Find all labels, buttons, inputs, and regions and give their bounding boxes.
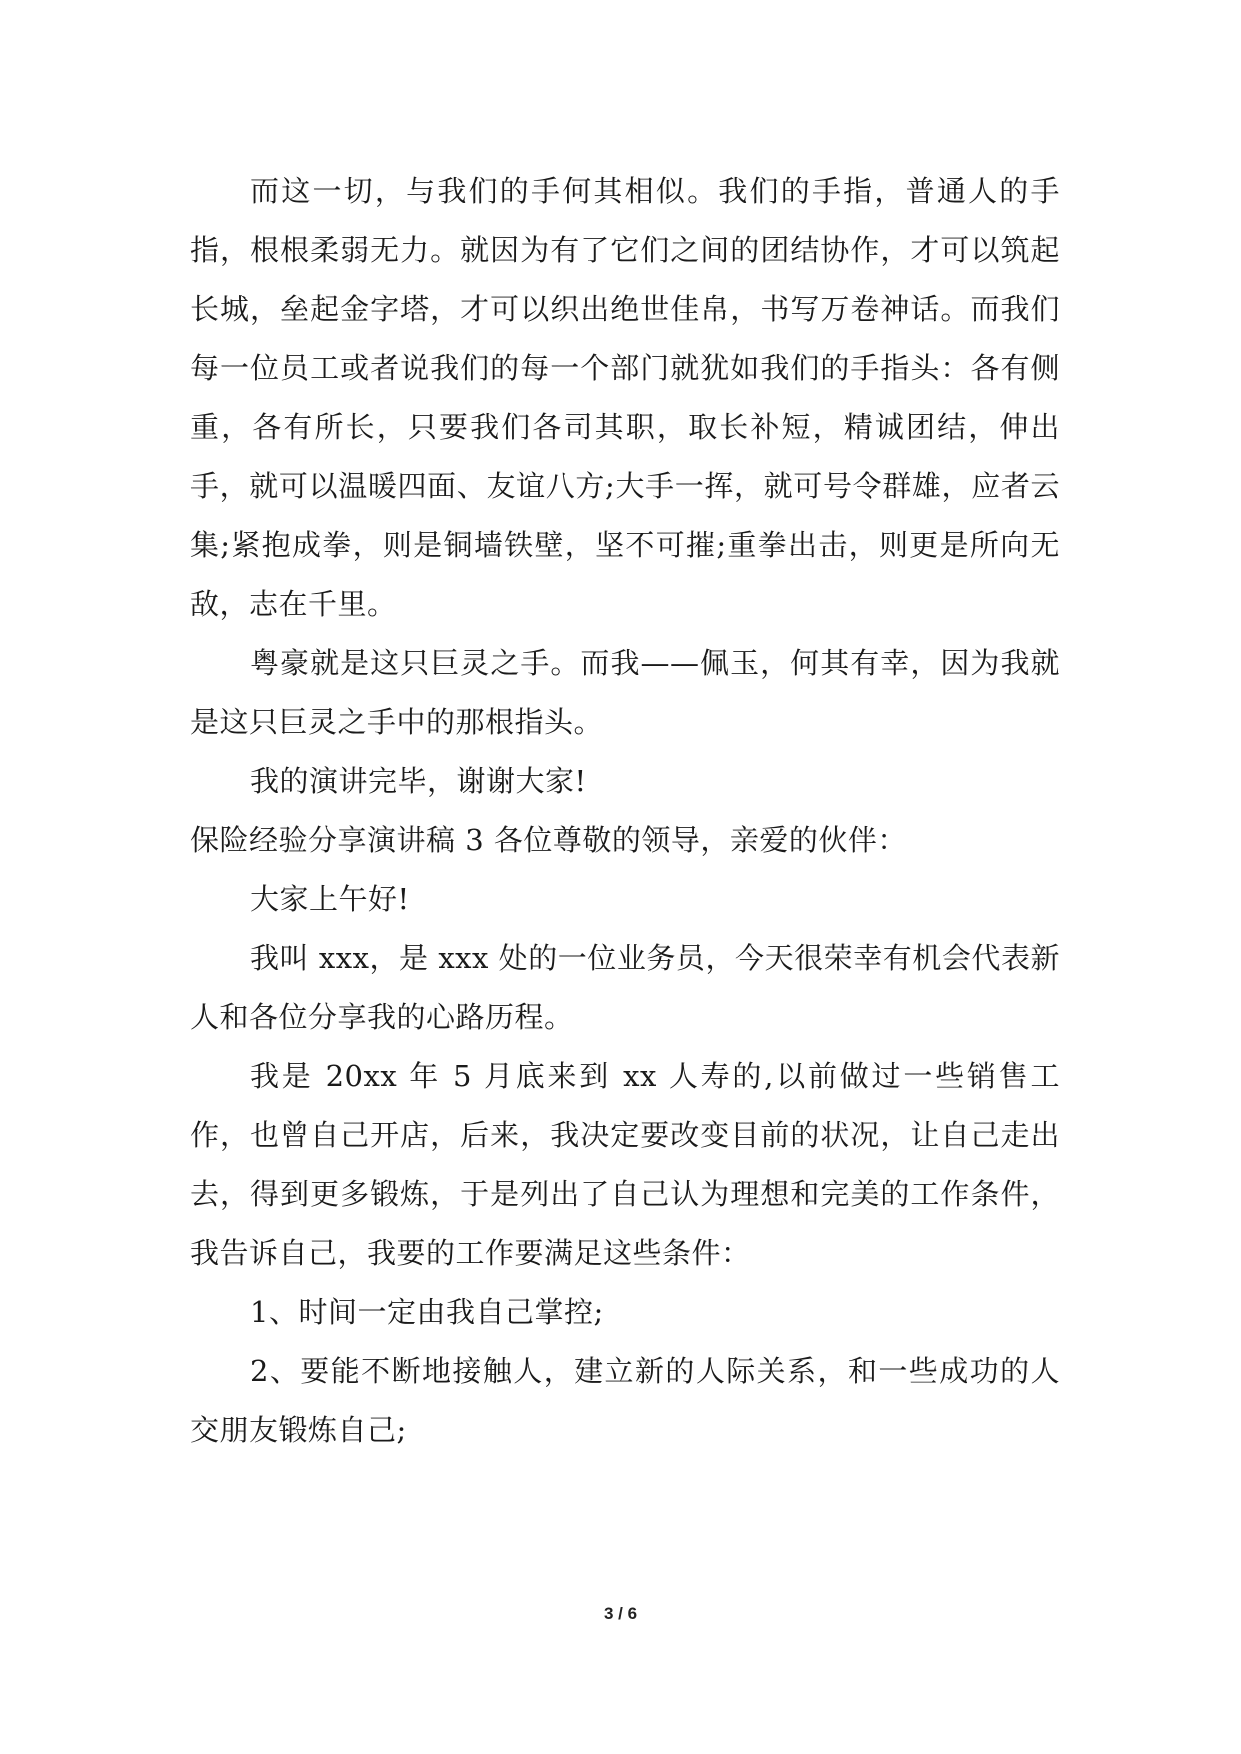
document-body: [190, 162, 1060, 1460]
paragraph-self-intro: 我叫 xxx，是 xxx 处的一位业务员，今天很荣幸有机会代表新人和各位分享我的心路历程。: [190, 941, 1060, 1034]
paragraph-greeting: 大家上午好!: [250, 882, 410, 916]
list-item-condition-1: 1、时间一定由我自己掌控;: [250, 1295, 604, 1329]
paragraph-closing-thanks: 我的演讲完毕，谢谢大家!: [250, 764, 587, 798]
page-number: 3 / 6: [603, 1604, 638, 1623]
list-item-condition-2: 2、要能不断地接触人，建立新的人际关系，和一些成功的人交朋友锻炼自己;: [190, 1354, 1060, 1447]
paragraph-background: 我是 20xx 年 5 月底来到 xx 人寿的,以前做过一些销售工作，也曾自己开店，后来，我决定要改变目前的状况，让自己走出去，得到更多锻炼，于是列出了自己认为理想和完美的工作条件，我告诉自己，我要的工作要满足这些条件：: [190, 1059, 1060, 1270]
speech-3-title: 保险经验分享演讲稿 3 各位尊敬的领导，亲爱的伙伴：: [190, 823, 907, 857]
paragraph-hand-metaphor: 而这一切，与我们的手何其相似。我们的手指，普通人的手指，根根柔弱无力。就因为有了它们之间的团结协作，才可以筑起长城，垒起金字塔，才可以织出绝世佳帛，书写万卷神话。而我们每一位员工或者说我们的每一个部门就犹如我们的手指头：各有侧重，各有所长，只要我们各司其职，取长补短，精诚团结，伸出手，就可以温暖四面、友谊八方;大手一挥，就可号令群雄，应者云集;紧抱成拳，则是铜墙铁壁，坚不可摧;重拳出击，则更是所向无敌，志在千里。: [190, 174, 1060, 621]
paragraph-yuehao-hand: 粤豪就是这只巨灵之手。而我——佩玉，何其有幸，因为我就是这只巨灵之手中的那根指头。: [190, 646, 1060, 739]
